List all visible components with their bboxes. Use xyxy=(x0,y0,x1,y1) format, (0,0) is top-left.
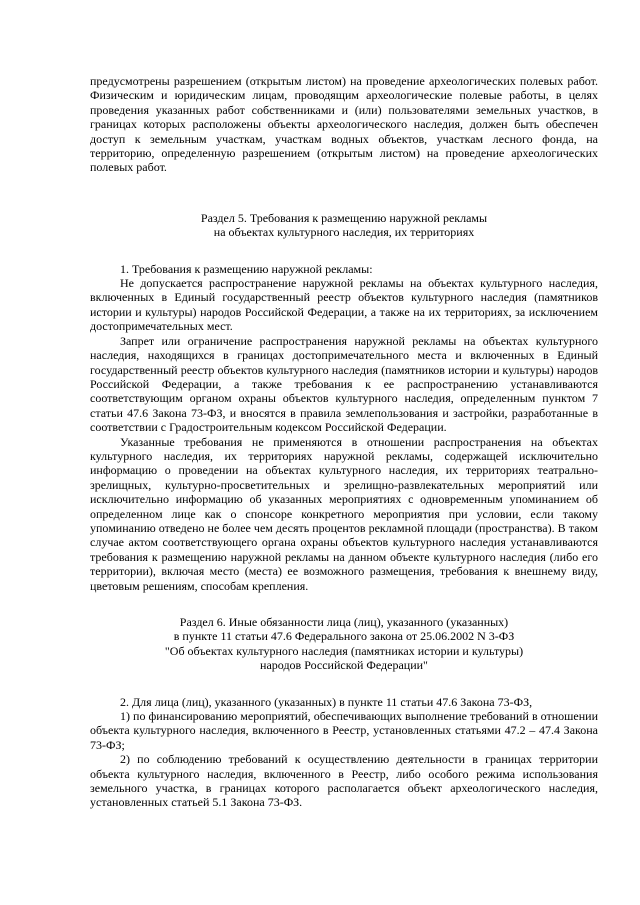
section6-item2-title: 2. Для лица (лиц), указанного (указанных) в пункте 11 статьи 47.6 Закона 73-ФЗ, xyxy=(120,694,533,709)
section6-subitem-2: 2) по соблюдению требований к осуществлению деятельности в границах территории объекта культурного наследия, включенного в Реестр, либо особого режима использования земельного участка, в границах которого располагается объект археологического наследия, установленных статьей 5.1 Закона 73-ФЗ. xyxy=(90,752,598,810)
section6-subitem-1: 1) по финансированию мероприятий, обеспечивающих выполнение требований в отношении объекта культурного наследия, включенного в Реестр, установленных статьями 47.2 – 47.4 Закона 73-ФЗ; xyxy=(90,709,598,752)
section5-paragraph-1: Не допускается распространение наружной рекламы на объектах культурного наследия, включенных в Единый государственный реестр объектов культурного наследия (памятников истории и культуры) народов Российской Федерации, а также на их территориях, за исключением достопримечательных мест. xyxy=(90,276,598,334)
document-page xyxy=(90,74,598,810)
section5-heading-line2: на объектах культурного наследия, их территориях xyxy=(213,225,475,240)
section6-heading-line3: "Об объектах культурного наследия (памятниках истории и культуры) xyxy=(164,643,524,658)
section6-heading-line2: в пункте 11 статьи 47.6 Федерального закона от 25.06.2002 N 3-ФЗ xyxy=(173,629,515,644)
section5-paragraph-3: Указанные требования не применяются в отношении распространения на объектах культурного наследия, их территориях наружной рекламы, содержащей исключительно информацию о проведении на объектах культурного наследия, их территориях театрально-зрелищных, культурно-просветительных и зрелищно-развлекательных мероприятий или исключительно информацию об указанных мероприятиях с одновременным упоминанием об определенном лице как о спонсоре конкретного мероприятия при условии, если такому упоминанию отведено не более чем десять процентов рекламной площади (пространства). В таком случае актом соответствующего органа охраны объектов культурного наследия устанавливаются требования к размещению наружной рекламы на данном объекте культурного наследия (либо его территории), включая место (места) ее возможного размещения, требования к внешнему виду, цветовым решениям, способам крепления. xyxy=(90,434,598,593)
section6-heading-line4: народов Российской Федерации" xyxy=(260,658,428,673)
intro-paragraph: предусмотрены разрешением (открытым листом) на проведение археологических полевых работ. Физическим и юридическим лицам, проводящим археологические полевые работы, в целях проведения указанных работ собственниками и (или) пользователями земельных участков, в границах которых расположены объекты археологического наследия, должен быть обеспечен доступ к земельным участкам, участкам водных объектов, участкам лесного фонда, на территорию, определенную разрешением (открытым листом) на проведение археологических полевых работ. xyxy=(90,74,598,175)
section5-heading-line1: Раздел 5. Требования к размещению наружной рекламы xyxy=(200,210,488,225)
section5-item1-title: 1. Требования к размещению наружной рекламы: xyxy=(120,261,373,276)
section6-heading-line1: Раздел 6. Иные обязанности лица (лиц), указанного (указанных) xyxy=(179,615,509,629)
section5-paragraph-2: Запрет или ограничение распространения наружной рекламы на объектах культурного наследия, находящихся в границах достопримечательного места и включенных в Единый государственный реестр объектов культурного наследия (памятников истории и культуры) народов Российской Федерации, а также требования к ее распространению устанавливаются соответствующим органом охраны объектов культурного наследия, определенным пунктом 7 статьи 47.6 Закона 73-ФЗ, и вносятся в правила землепользования и застройки, разработанные в соответствии с Градостроительным кодексом Российской Федерации. xyxy=(90,333,598,435)
